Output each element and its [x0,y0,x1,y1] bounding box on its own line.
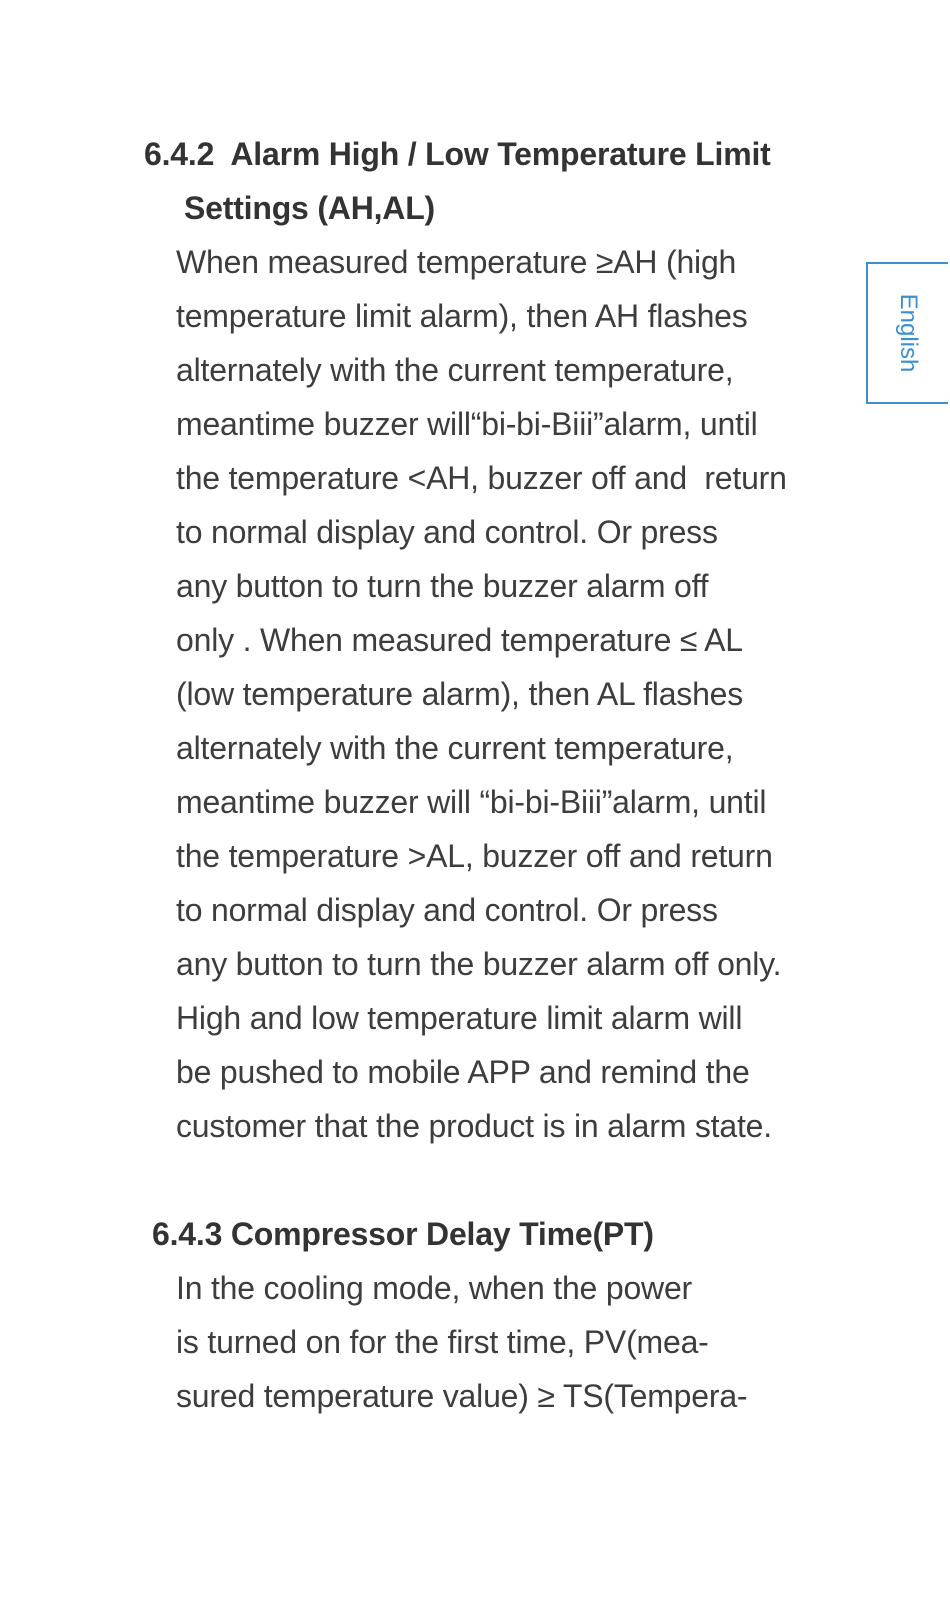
section-642-line: any button to turn the buzzer alarm off only. [176,946,782,982]
section-643-line: is turned on for the first time, PV(mea- [176,1324,709,1360]
section-642-line: (low temperature alarm), then AL flashes [176,676,744,712]
section-642-heading-line2: Settings (AH,AL) [184,190,436,226]
section-642-line: the temperature >AL, buzzer off and return [176,838,773,874]
section-642-line: to normal display and control. Or press [176,892,718,928]
language-tab[interactable] [866,262,948,404]
section-642-line: meantime buzzer will“bi-bi-Biii”alarm, until [176,406,758,442]
section-642-line: to normal display and control. Or press [176,514,718,550]
section-642-line: When measured temperature ≥AH (high [176,244,737,280]
section-642-line: be pushed to mobile APP and remind the [176,1054,750,1090]
section-642-line: meantime buzzer will “bi-bi-Biii”alarm, until [176,784,767,820]
language-tab-label: English [895,293,922,373]
section-643-line: In the cooling mode, when the power [176,1270,693,1306]
section-642-line: only . When measured temperature ≤ AL [176,622,743,658]
section-642-line: High and low temperature limit alarm will [176,1000,743,1036]
section-642-line: any button to turn the buzzer alarm off [176,568,709,604]
section-642-line: customer that the product is in alarm state. [176,1108,772,1144]
section-643-line: sured temperature value) ≥ TS(Tempera- [176,1378,748,1414]
section-642-line: alternately with the current temperature, [176,352,734,388]
section-643-heading: 6.4.3 Compressor Delay Time(PT) [152,1216,654,1252]
section-642-heading-line1: 6.4.2 Alarm High / Low Temperature Limit [144,136,771,172]
section-642-line: alternately with the current temperature, [176,730,734,766]
section-642-line: temperature limit alarm), then AH flashes [176,298,748,334]
section-642-line: the temperature <AH, buzzer off and return [176,460,787,496]
